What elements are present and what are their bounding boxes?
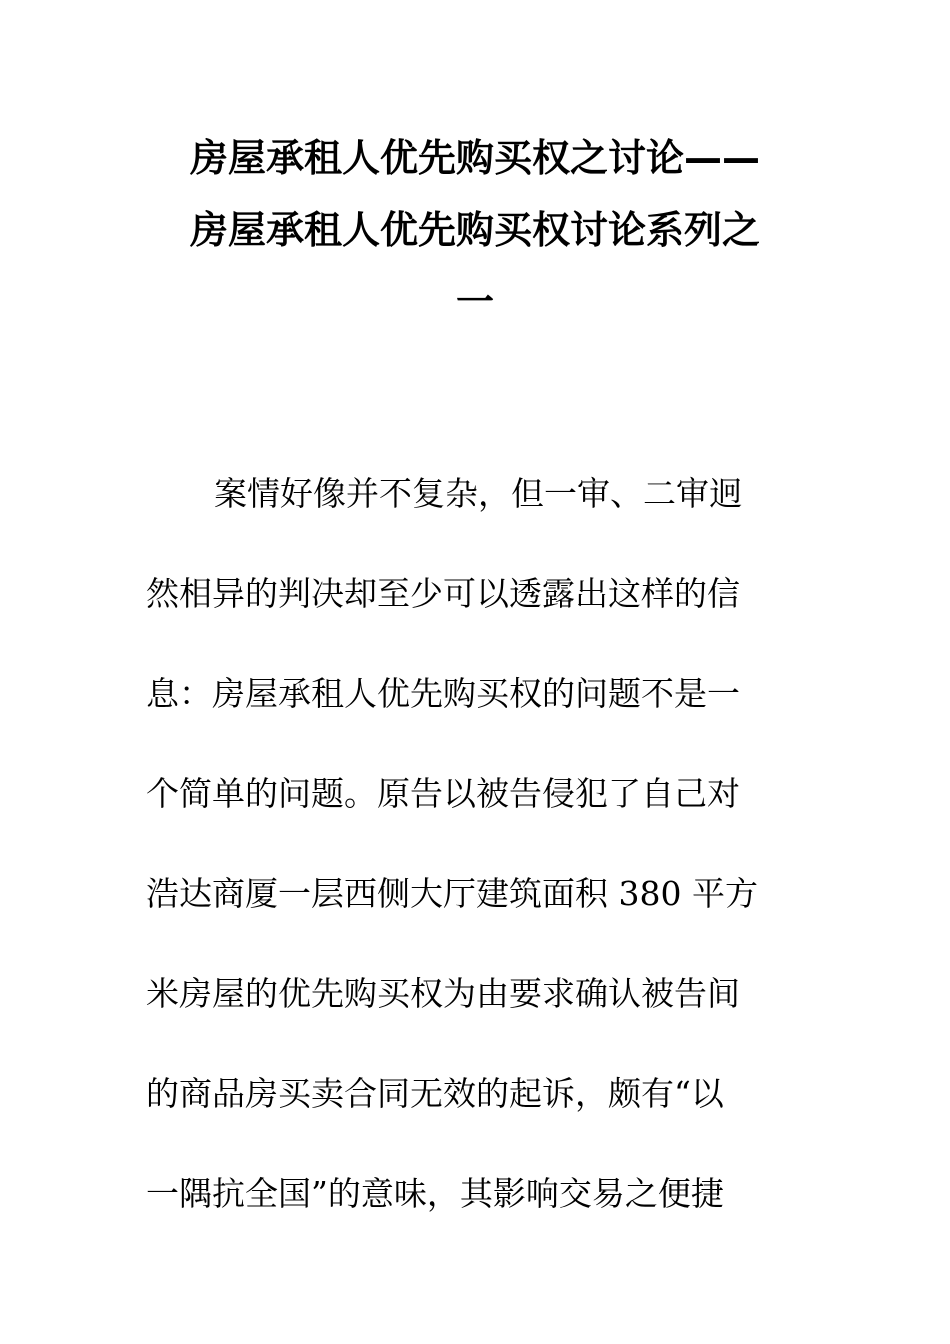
body-paragraph: [146, 444, 786, 1244]
title-line: 一: [455, 280, 494, 324]
paragraph-line: 的商品房买卖合同无效的起诉，颇有“以: [146, 1074, 724, 1113]
paragraph-line: 浩达商厦一层西侧大厅建筑面积 380 平方: [146, 874, 758, 913]
paragraph-line: 然相异的判决却至少可以透露出这样的信: [146, 574, 740, 613]
title-line: 房屋承租人优先购买权之讨论——: [189, 136, 760, 180]
paragraph-line: 米房屋的优先购买权为由要求确认被告间: [146, 974, 740, 1013]
paragraph-line: 一隅抗全国”的意味，其影响交易之便捷: [146, 1174, 724, 1213]
paragraph-line: 个简单的问题。原告以被告侵犯了自己对: [146, 774, 740, 813]
paragraph-line: 案情好像并不复杂，但一审、二审迥: [214, 474, 742, 513]
document-title: [140, 122, 810, 338]
title-line: 房屋承租人优先购买权讨论系列之: [189, 208, 760, 252]
paragraph-line: 息：房屋承租人优先购买权的问题不是一: [146, 674, 740, 713]
